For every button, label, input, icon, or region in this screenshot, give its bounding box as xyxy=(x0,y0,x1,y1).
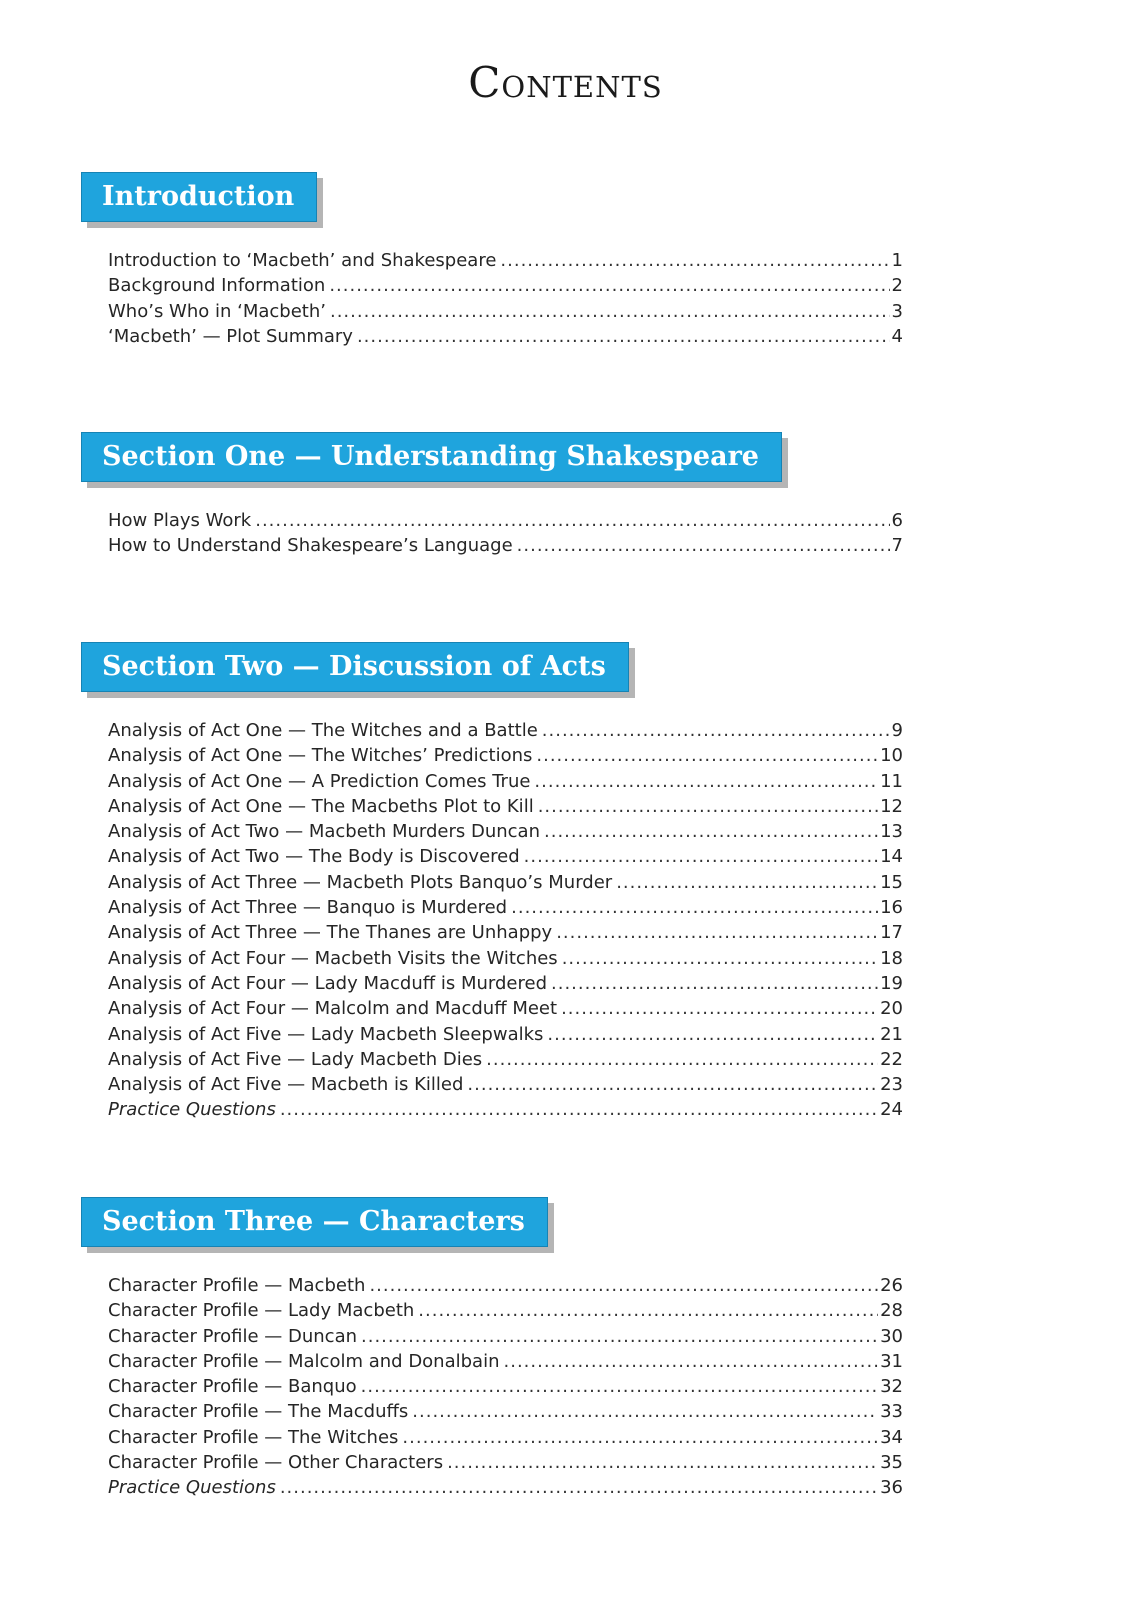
toc-entry-page-number: 22 xyxy=(880,1048,903,1070)
dot-leader xyxy=(547,1022,878,1047)
section-two xyxy=(81,642,921,1123)
toc-entry-title: Analysis of Act Five — Lady Macbeth Dies xyxy=(108,1048,483,1070)
toc-entry-title: Analysis of Act Two — Macbeth Murders Duncan xyxy=(108,821,540,843)
dot-leader xyxy=(551,971,878,996)
toc-entry[interactable] xyxy=(108,1022,903,1047)
toc-entry[interactable] xyxy=(108,1475,903,1500)
dot-leader xyxy=(447,1450,878,1475)
toc-entry-title: Character Profile — Duncan xyxy=(108,1325,358,1347)
toc-entry[interactable] xyxy=(108,299,903,324)
toc-entry-page-number: 13 xyxy=(880,821,903,843)
toc-entry[interactable] xyxy=(108,971,903,996)
toc-entry[interactable] xyxy=(108,1273,903,1298)
toc-entry-page-number: 3 xyxy=(891,300,903,322)
toc-entry[interactable] xyxy=(108,870,903,895)
toc-entry[interactable] xyxy=(108,1324,903,1349)
toc-entry-title: Character Profile — Malcolm and Donalbain xyxy=(108,1350,500,1372)
toc-entry-page-number: 15 xyxy=(880,871,903,893)
toc-entry-page-number: 18 xyxy=(880,947,903,969)
dot-leader xyxy=(280,1097,878,1122)
dot-leader xyxy=(330,299,890,324)
toc-entry[interactable] xyxy=(108,1374,903,1399)
toc-entry[interactable] xyxy=(108,794,903,819)
toc-entry-title: Analysis of Act One — The Macbeths Plot to Kill xyxy=(108,795,534,817)
toc-entry-page-number: 31 xyxy=(880,1350,903,1372)
dot-leader xyxy=(511,895,878,920)
toc-entry[interactable] xyxy=(108,1349,903,1374)
toc-entries xyxy=(108,718,903,1123)
dot-leader xyxy=(255,508,889,533)
dot-leader xyxy=(412,1399,878,1424)
toc-entry[interactable] xyxy=(108,1450,903,1475)
dot-leader xyxy=(562,946,878,971)
toc-entry-page-number: 1 xyxy=(891,250,903,271)
toc-entry[interactable] xyxy=(108,1399,903,1424)
dot-leader xyxy=(517,533,890,558)
toc-entry-page-number: 34 xyxy=(880,1426,903,1448)
toc-entry-page-number: 30 xyxy=(880,1325,903,1347)
toc-entry-title: Analysis of Act Three — Banquo is Murdered xyxy=(108,897,508,919)
toc-entry[interactable] xyxy=(108,248,903,273)
toc-entry-page-number: 12 xyxy=(880,795,903,817)
toc-entry-title: How to Understand Shakespeare’s Language xyxy=(108,535,513,557)
toc-entry-title: Practice Questions xyxy=(108,1477,276,1499)
toc-entry-title: How Plays Work xyxy=(108,510,252,531)
dot-leader xyxy=(418,1298,878,1323)
toc-entry-title: Background Information xyxy=(108,275,326,297)
toc-entry[interactable] xyxy=(108,1047,903,1072)
dot-leader xyxy=(504,1349,879,1374)
toc-entry-title: Who’s Who in ‘Macbeth’ xyxy=(108,300,326,322)
toc-entry-page-number: 24 xyxy=(880,1099,903,1121)
toc-entry-page-number: 4 xyxy=(891,325,903,347)
dot-leader xyxy=(361,1374,878,1399)
dot-leader xyxy=(542,718,890,743)
toc-entry[interactable] xyxy=(108,946,903,971)
toc-entry-title: Analysis of Act Five — Lady Macbeth Sleepwalks xyxy=(108,1023,544,1045)
toc-entry-title: Character Profile — Banquo xyxy=(108,1376,357,1398)
toc-entry[interactable] xyxy=(108,895,903,920)
dot-leader xyxy=(544,819,878,844)
toc-entry-title: Analysis of Act Five — Macbeth is Killed xyxy=(108,1074,464,1096)
section-heading: Section One — Understanding Shakespeare xyxy=(81,432,782,482)
dot-leader xyxy=(361,1324,878,1349)
toc-entry-title: Analysis of Act Four — Malcolm and Macduff Meet xyxy=(108,998,558,1020)
section-heading: Introduction xyxy=(81,172,317,222)
toc-entry-page-number: 14 xyxy=(880,846,903,868)
toc-entry[interactable] xyxy=(108,508,903,533)
toc-entry-page-number: 32 xyxy=(880,1376,903,1398)
toc-entry[interactable] xyxy=(108,273,903,298)
toc-entry-title: Analysis of Act Three — Macbeth Plots Banquo’s Murder xyxy=(108,871,613,893)
dot-leader xyxy=(280,1475,878,1500)
toc-entry-page-number: 20 xyxy=(880,998,903,1020)
toc-entry[interactable] xyxy=(108,1425,903,1450)
toc-entry-title: Analysis of Act One — The Witches’ Predictions xyxy=(108,745,533,767)
toc-entry[interactable] xyxy=(108,1072,903,1097)
toc-entry-page-number: 36 xyxy=(880,1477,903,1499)
dot-leader xyxy=(536,743,878,768)
toc-entry[interactable] xyxy=(108,769,903,794)
dot-leader xyxy=(538,794,878,819)
toc-entry-page-number: 7 xyxy=(891,535,903,557)
dot-leader xyxy=(329,273,889,298)
toc-entries xyxy=(108,1273,903,1501)
dot-leader xyxy=(561,996,878,1021)
dot-leader xyxy=(500,248,889,273)
toc-entry[interactable] xyxy=(108,533,903,558)
toc-entry-title: Character Profile — Lady Macbeth xyxy=(108,1300,415,1322)
toc-entry-title: Analysis of Act Two — The Body is Discovered xyxy=(108,846,520,868)
dot-leader xyxy=(369,1273,878,1298)
toc-entry-page-number: 26 xyxy=(880,1275,903,1296)
toc-entry-page-number: 2 xyxy=(891,275,903,297)
toc-entry-page-number: 35 xyxy=(880,1452,903,1474)
dot-leader xyxy=(524,844,878,869)
toc-entry-page-number: 11 xyxy=(880,770,903,792)
section-heading: Section Two — Discussion of Acts xyxy=(81,642,629,692)
toc-entry-page-number: 6 xyxy=(891,510,903,531)
toc-entry-title: Analysis of Act Three — The Thanes are Unhappy xyxy=(108,922,553,944)
section-three xyxy=(81,1197,921,1501)
toc-entry-title: Character Profile — Other Characters xyxy=(108,1452,444,1474)
toc-entry[interactable] xyxy=(108,920,903,945)
dot-leader xyxy=(616,870,878,895)
toc-entry-page-number: 10 xyxy=(880,745,903,767)
toc-entry[interactable] xyxy=(108,996,903,1021)
toc-entry[interactable] xyxy=(108,819,903,844)
toc-entry-page-number: 23 xyxy=(880,1074,903,1096)
toc-entry-title: Character Profile — Macbeth xyxy=(108,1275,366,1296)
toc-entry-title: Character Profile — The Macduffs xyxy=(108,1401,409,1423)
toc-entry-page-number: 28 xyxy=(880,1300,903,1322)
section-heading: Section Three — Characters xyxy=(81,1197,548,1247)
toc-entry-page-number: 21 xyxy=(880,1023,903,1045)
toc-entry[interactable] xyxy=(108,1298,903,1323)
toc-entry-title: Introduction to ‘Macbeth’ and Shakespeare xyxy=(108,250,497,271)
dot-leader xyxy=(402,1425,878,1450)
toc-entry[interactable] xyxy=(108,1097,903,1122)
dot-leader xyxy=(556,920,878,945)
toc-entry-page-number: 16 xyxy=(880,897,903,919)
toc-entry[interactable] xyxy=(108,324,903,349)
toc-entry[interactable] xyxy=(108,844,903,869)
section-one xyxy=(81,432,921,559)
toc-entry-title: Analysis of Act Four — Lady Macduff is Murdered xyxy=(108,972,548,994)
toc-entry-page-number: 17 xyxy=(880,922,903,944)
toc-entry-title: Character Profile — The Witches xyxy=(108,1426,399,1448)
dot-leader xyxy=(467,1072,878,1097)
toc-entry[interactable] xyxy=(108,718,903,743)
toc-entry-title: Analysis of Act Four — Macbeth Visits the Witches xyxy=(108,947,558,969)
toc-entry-page-number: 33 xyxy=(880,1401,903,1423)
toc-entry-title: Analysis of Act One — The Witches and a Battle xyxy=(108,720,538,741)
toc-entry-page-number: 19 xyxy=(880,972,903,994)
toc-entry-title: Practice Questions xyxy=(108,1099,276,1121)
toc-entry[interactable] xyxy=(108,743,903,768)
page-title: Contents xyxy=(468,58,663,107)
toc-entry-title: Analysis of Act One — A Prediction Comes True xyxy=(108,770,531,792)
dot-leader xyxy=(486,1047,878,1072)
toc-entries xyxy=(108,508,903,559)
section-introduction xyxy=(81,172,921,349)
toc-entry-page-number: 9 xyxy=(891,720,903,741)
toc-entry-title: ‘Macbeth’ — Plot Summary xyxy=(108,325,353,347)
dot-leader xyxy=(534,769,878,794)
dot-leader xyxy=(357,324,890,349)
toc-entries xyxy=(108,248,903,349)
